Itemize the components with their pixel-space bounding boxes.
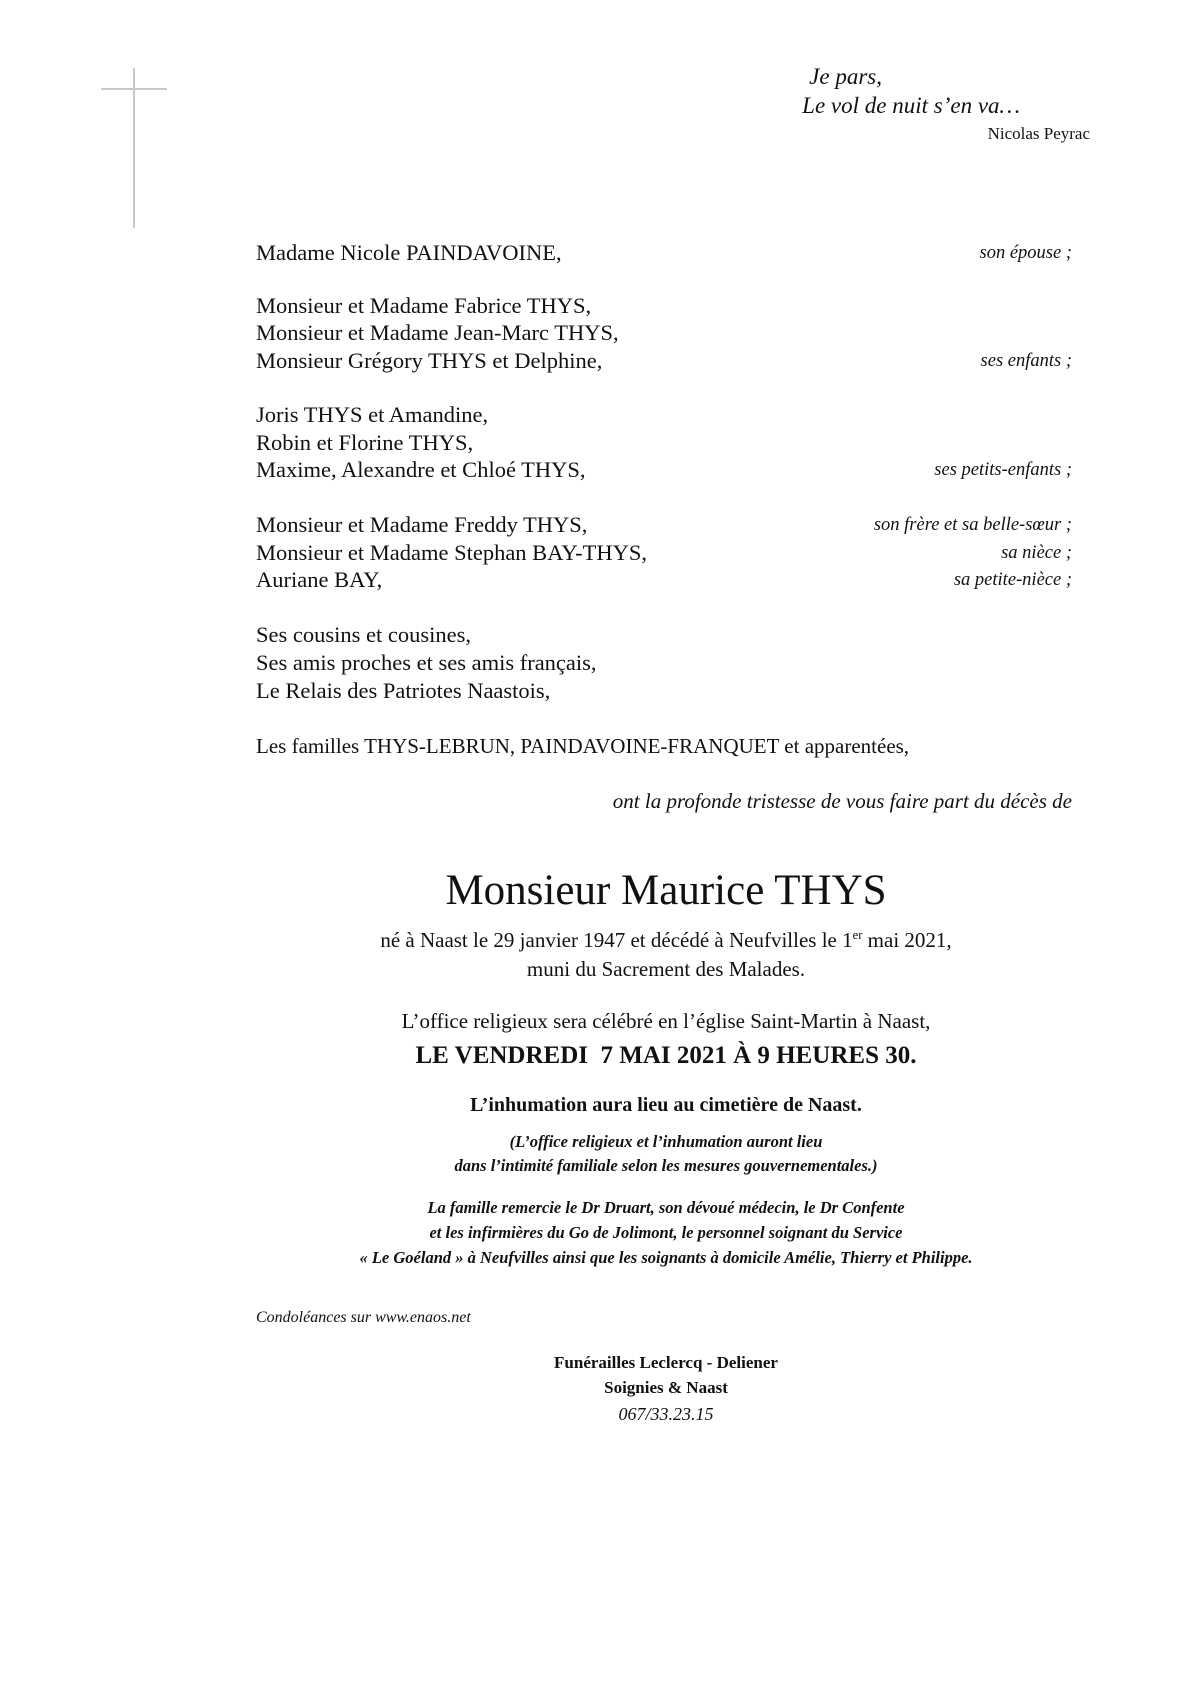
family-member-name: Monsieur et Madame Freddy THYS, xyxy=(256,512,588,537)
family-relation: son épouse ; xyxy=(979,243,1072,263)
privacy-line-2: dans l’intimité familiale selon les mesures gouvernementales.) xyxy=(454,1156,878,1175)
family-member-name: Ses amis proches et ses amis français, xyxy=(256,650,597,675)
quote-line-2: Le vol de nuit s’en va… xyxy=(802,93,1020,118)
family-member-name: Monsieur et Madame Stephan BAY-THYS, xyxy=(256,540,648,565)
cross-icon xyxy=(133,68,135,228)
family-relation: son frère et sa belle-sœur ; xyxy=(873,515,1072,535)
family-member-name: Maxime, Alexandre et Chloé THYS, xyxy=(256,457,586,482)
family-member-name: Robin et Florine THYS, xyxy=(256,430,474,455)
family-member-name: Monsieur et Madame Jean-Marc THYS, xyxy=(256,320,619,345)
funeral-home-name: Funérailles Leclercq - Deliener xyxy=(554,1353,778,1372)
family-relation: sa petite-nièce ; xyxy=(953,570,1072,590)
announcement: ont la profonde tristesse de vous faire part du décès de xyxy=(612,789,1072,813)
service-date: LE VENDREDI 7 MAI 2021 À 9 HEURES 30. xyxy=(415,1042,917,1069)
family-member-name: Monsieur et Madame Fabrice THYS, xyxy=(256,293,592,318)
quote-author: Nicolas Peyrac xyxy=(987,124,1090,143)
thanks-line-2: et les infirmières du Go de Jolimont, le personnel soignant du Service xyxy=(429,1223,903,1242)
thanks-line-3: « Le Goéland » à Neufvilles ainsi que les soignants à domicile Amélie, Thierry et Philippe. xyxy=(359,1248,973,1267)
family-relation: ses enfants ; xyxy=(980,351,1072,371)
condolences-link[interactable]: Condoléances sur www.enaos.net xyxy=(256,1309,471,1326)
birth-death-end: mai 2021, xyxy=(862,928,952,952)
birth-death-text: né à Naast le 29 janvier 1947 et décédé à Neufvilles le 1 xyxy=(380,928,853,952)
funeral-home-phone: 067/33.23.15 xyxy=(618,1404,714,1424)
quote-line-1: Je pars, xyxy=(809,64,882,89)
deceased-name: Monsieur Maurice THYS xyxy=(445,867,887,914)
cross-icon-bar xyxy=(101,88,167,90)
family-relation: sa nièce ; xyxy=(1001,543,1072,563)
birth-death-line xyxy=(0,928,1194,953)
family-member-name: Joris THYS et Amandine, xyxy=(256,402,489,427)
family-member-name: Monsieur Grégory THYS et Delphine, xyxy=(256,348,603,373)
family-member-name: Madame Nicole PAINDAVOINE, xyxy=(256,240,562,265)
families-line: Les familles THYS-LEBRUN, PAINDAVOINE-FRANQUET et apparentées, xyxy=(256,734,910,758)
service-line: L’office religieux sera célébré en l’église Saint-Martin à Naast, xyxy=(401,1009,931,1033)
sacrament-line: muni du Sacrement des Malades. xyxy=(526,957,806,981)
privacy-line-1: (L’office religieux et l’inhumation auront lieu xyxy=(509,1132,823,1151)
family-member-name: Auriane BAY, xyxy=(256,567,383,592)
burial-line: L’inhumation aura lieu au cimetière de Naast. xyxy=(470,1094,862,1116)
ordinal-sup: er xyxy=(852,928,863,942)
thanks-line-1: La famille remercie le Dr Druart, son dévoué médecin, le Dr Confente xyxy=(427,1198,905,1217)
funeral-home-location: Soignies & Naast xyxy=(604,1378,728,1397)
family-member-name: Le Relais des Patriotes Naastois, xyxy=(256,678,551,703)
family-member-name: Ses cousins et cousines, xyxy=(256,622,471,647)
family-relation: ses petits-enfants ; xyxy=(934,460,1072,480)
